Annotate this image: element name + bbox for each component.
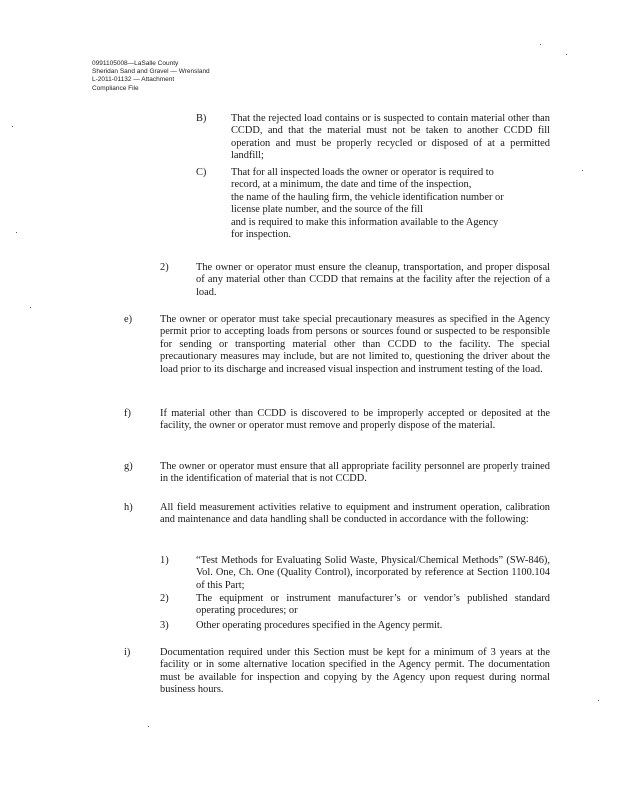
paragraph-2: The owner or operator must ensure the cleanup, transportation, and proper disposal of any material other than CCDD that remains at the facility after the rejection of a load. [196,262,550,298]
paragraph-C-line: record, at a minimum, the date and time of the inspection, [231,179,472,191]
document-header [92,60,210,93]
paragraph-C-line: license plate number, and the source of the fill [231,204,424,216]
header-line-file: Compliance File [92,84,139,92]
paragraph-h-1: “Test Methods for Evaluating Solid Waste, Physical/Chemical Methods” (SW-846), Vol. One, Ch. One (Quality Control), incorporated by reference at Section 1100.104 of this Part; [196,555,550,591]
label-2: 2) [160,262,169,273]
paragraph-C-line: That for all inspected loads the owner or operator is required to [231,167,494,178]
scan-speck [598,700,599,701]
paragraph-i: Documentation required under this Section must be kept for a minimum of 3 years at the facility or in some alternative location specified in the Agency permit. The documentation must be available for inspection and copying by the Agency upon request during normal business hours. [160,647,550,696]
paragraph-C-line: for inspection. [231,229,292,241]
paragraph-h-2: The equipment or instrument manufacturer’s or vendor’s published standard operating procedures; or [196,593,550,617]
label-h-3: 3) [160,620,169,631]
label-h-1: 1) [160,555,169,566]
scan-speck [30,307,31,308]
paragraph-h: All field measurement activities relative to equipment and instrument operation, calibration and maintenance and data handling shall be conducted in accordance with the following: [160,502,550,526]
paragraph-g: The owner or operator must ensure that all appropriate facility personnel are properly trained in the identification of material that is not CCDD. [160,461,550,485]
scan-speck [540,44,541,45]
label-e: e) [124,314,133,325]
paragraph-B: That the rejected load contains or is suspected to contain material other than CCDD, and that the material must not be taken to another CCDD fill operation and must be properly recycled or disposed of at a permitted landfill; [231,113,550,162]
paragraph-C [231,167,550,241]
label-C: C) [196,167,207,178]
scan-speck [582,170,583,171]
paragraph-e: The owner or operator must take special precautionary measures as specified in the Agency permit prior to accepting loads from persons or sources found or suspected to be responsible for sending or transporting material other than CCDD to the facility. The special precautionary measures may include, but are not limited to, questioning the driver about the load prior to its discharge and increased visual inspection and instrument testing of the load. [160,314,550,375]
header-line-county: 0991105008—LaSalle County [92,60,179,67]
scan-speck [12,126,13,127]
scan-speck [566,54,567,55]
label-h: h) [124,502,133,513]
label-i: i) [124,647,131,658]
scan-speck [16,232,17,233]
label-h-2: 2) [160,593,169,604]
paragraph-C-line: the name of the hauling firm, the vehicle identification number or [231,191,504,203]
label-f: f) [124,408,131,419]
header-line-log: L-2011-01132 — Attachment [92,76,175,84]
label-B: B) [196,113,207,124]
paragraph-h-3: Other operating procedures specified in the Agency permit. [196,620,443,631]
scan-speck [148,726,149,727]
paragraph-f: If material other than CCDD is discovered to be improperly accepted or deposited at the facility, the owner or operator must remove and properly dispose of the material. [160,408,550,432]
paragraph-C-line: and is required to make this information available to the Agency [231,216,499,228]
label-g: g) [124,461,133,472]
header-line-site: Sheridan Sand and Gravel — Wrensland [92,68,210,76]
